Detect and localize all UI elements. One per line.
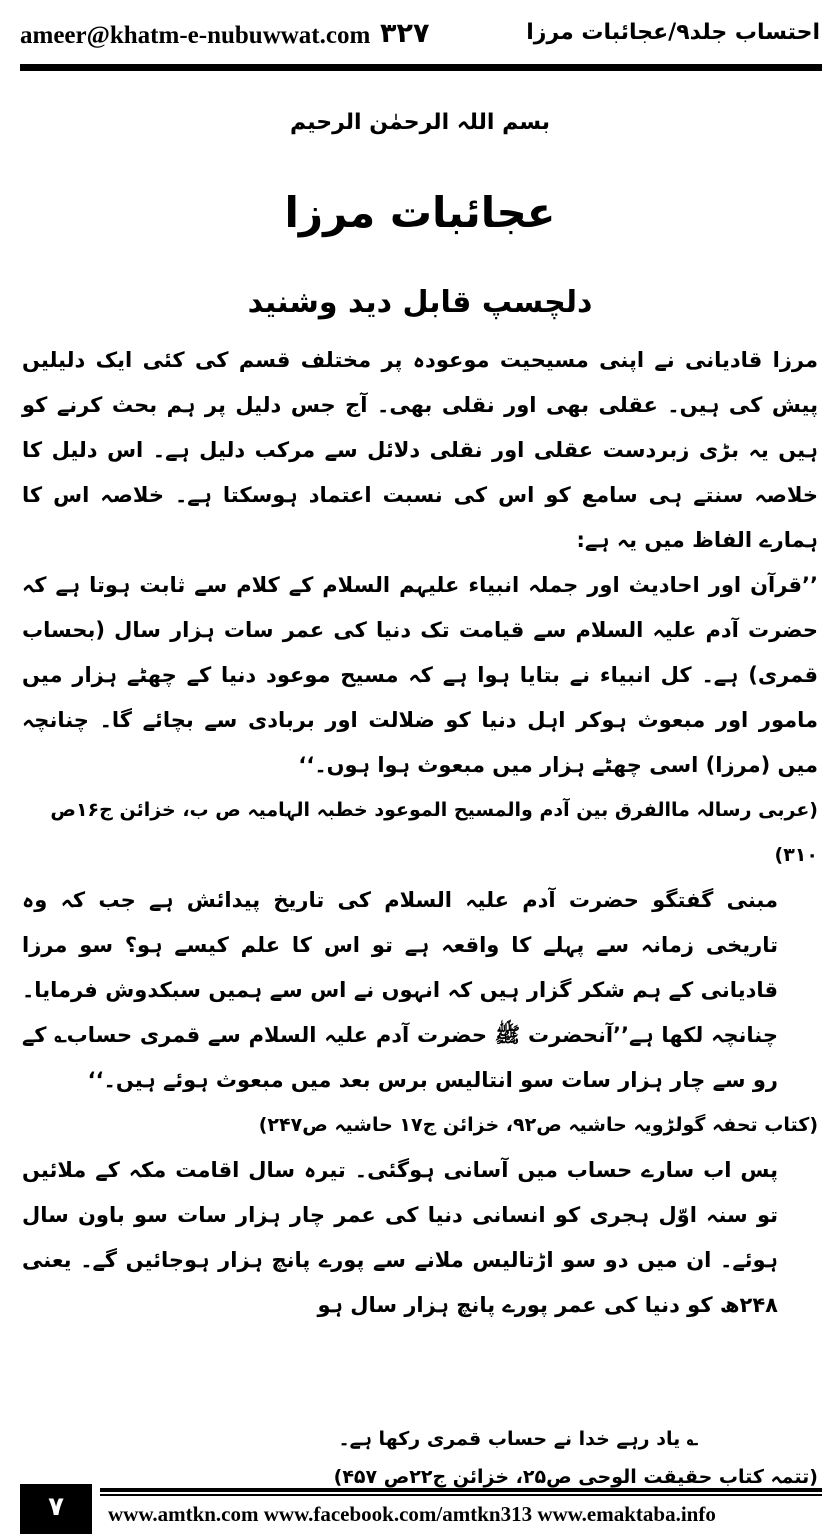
footer-page-box: ۷ (20, 1484, 92, 1534)
footer-links[interactable]: www.amtkn.com www.facebook.com/amtkn313 www.emaktaba.info (108, 1502, 716, 1526)
page-footer (0, 1484, 840, 1540)
footnote-citation: (تتمہ کتاب حقیقت الوحی ص۲۵، خزائن ج۲۲ص ۴۵۷) (333, 1466, 818, 1488)
page-subtitle: دلچسپ قابل دید وشنید (247, 285, 593, 320)
footer-rule (100, 1488, 822, 1492)
running-title: احتساب جلد۹/عجائبات مرزا (526, 20, 820, 45)
citation: (عربی رسالہ ماالفرق بین آدم والمسیح الموعود خطبہ الہامیہ ص ب، خزائن ج۱۶ص ۳۱۰) (50, 799, 818, 866)
quote-paragraph: ’’قرآن اور احادیث اور جملہ انبیاء علیہم السلام کے کلام سے ثابت ہوتا ہے کہ حضرت آدم علیہ السلام سے قیامت تک دنیا کی عمر سات ہزار سال (بحساب قمری) ہے۔ کل انبیاء نے بتایا ہوا ہے کہ مسیح موعود دنیا کے چھٹے ہزار میں مامور اور مبعوث ہوکر اہل دنیا کو ضلالت اور بربادی سے بچائے گا۔ چنانچہ میں (مرزا) اسی چھٹے ہزار میں مبعوث ہوا ہوں۔‘‘ (22, 573, 818, 777)
page-number: ۳۲۷ (380, 18, 430, 49)
paragraph-intro: مرزا قادیانی نے اپنی مسیحیت موعودہ پر مختلف قسم کی کئی ایک دلیلیں پیش کی ہیں۔ عقلی بھی اور نقلی بھی۔ آج جس دلیل پر ہم بحث کرنے کو ہیں یہ بڑی زبردست عقلی اور نقلی دلائل سے مرکب دلیل ہے۔ اس دلیل کا خلاصہ سنتے ہی سامع کو اس کی نسبت اعتماد ہوسکتا ہے۔ خلاصہ اس کا ہمارے الفاظ میں یہ ہے: (22, 348, 818, 552)
footnote-text: ؎ یاد رہے خدا نے حساب قمری رکھا ہے۔ (338, 1428, 698, 1450)
paragraph-discussion: مبنی گفتگو حضرت آدم علیہ السلام کی تاریخ پیدائش ہے جب کہ وہ تاریخی زمانہ سے پہلے کا واقعہ ہے تو اس کا علم کیسے ہو؟ سو مرزا قادیانی کے ہم شکر گزار ہیں کہ انہوں نے اس سے ہمیں سبکدوش فرمایا۔ چنانچہ لکھا ہے’’آنحضرت ﷺ حضرت آدم علیہ السلام سے قمری حساب؎ کے رو سے چار ہزار سات سو انتالیس برس بعد میں مبعوث ہوئے ہیں۔‘‘ (22, 888, 778, 1092)
bismillah: بسم اللہ الرحمٰن الرحیم (289, 110, 550, 135)
footer-rule (100, 1494, 822, 1496)
page-header (0, 0, 840, 72)
page-title: عجائبات مرزا (284, 188, 556, 237)
paragraph-calculation: پس اب سارے حساب میں آسانی ہوگئی۔ تیرہ سال اقامت مکہ کے ملائیں تو سنہ اوّل ہجری کو انسانی دنیا کی عمر چار ہزار سات سو باون سال ہوئے۔ ان میں دو سو اڑتالیس ملانے سے پورے پانچ ہزار ہوجائیں گے۔ یعنی ۲۴۸ھ کو دنیا کی عمر پورے پانچ ہزار سال ہو (22, 1158, 778, 1317)
article-body (22, 338, 818, 1328)
header-rule (20, 64, 822, 71)
email-address[interactable]: ameer@khatm-e-nubuwwat.com (20, 22, 371, 49)
citation: (کتاب تحفہ گولڑویہ حاشیہ ص۹۲، خزائن ج۱۷ حاشیہ ص۲۴۷) (258, 1114, 818, 1136)
